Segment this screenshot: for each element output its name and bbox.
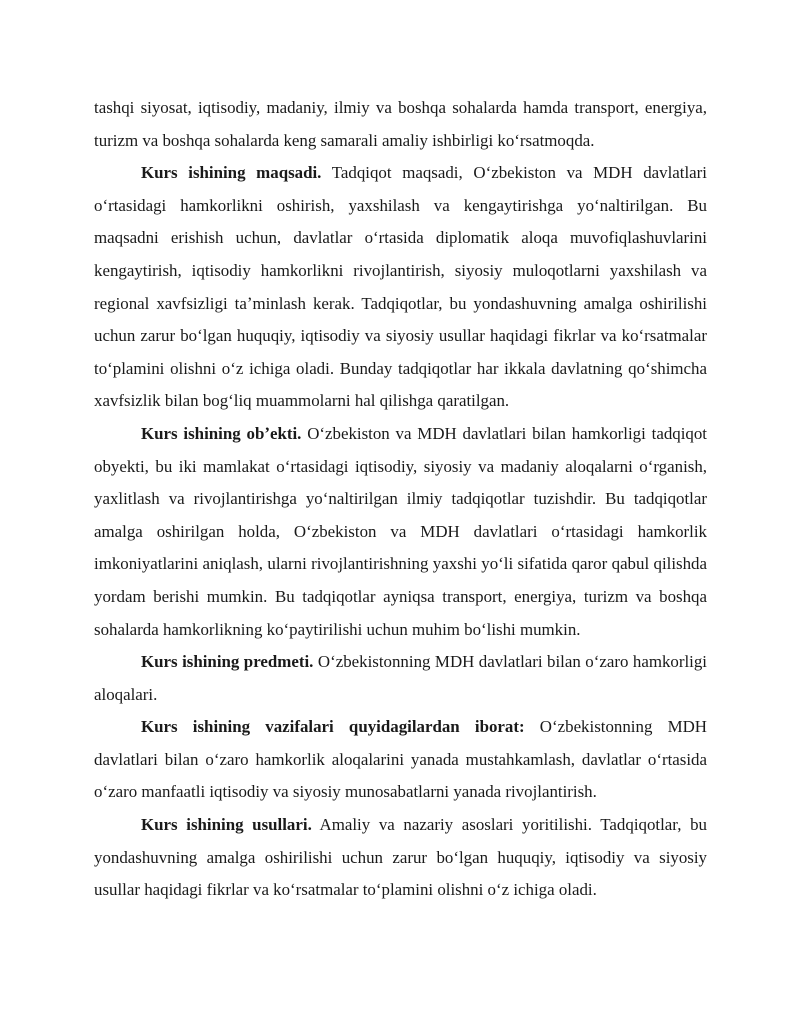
paragraph-text: Tadqiqot maqsadi, Oʻzbekiston va MDH davlatlari oʻrtasidagi hamkorlikni oshirish, yaxshilash va kengaytirishga yoʻnaltirilgan. Bu maqsadni erishish uchun, davlatlar oʻrtasida diplomatik aloqa muvofiqlashuvlarini kengaytirish, iqtisodiy hamkorlikni rivojlantirish, siyosiy muloqotlarni yaxshilash va regional xavfsizligi taʼminlash kerak. Tadqiqotlar, bu yondashuvning amalga oshirilishi uchun zarur boʻlgan huquqiy, iqtisodiy va siyosiy usullar haqidagi fikrlar va koʻrsatmalar toʻplamini olishni oʻz ichiga oladi. Bunday tadqiqotlar har ikkala davlatning qoʻshimcha xavfsizlik bilan bogʻliq muammolarni hal qilishga qaratilgan. bbox=[94, 163, 707, 411]
paragraph-text: Oʻzbekiston va MDH davlatlari bilan hamkorligi tadqiqot obyekti, bu iki mamlakat oʻrtasidagi iqtisodiy, siyosiy va madaniy aloqalarni oʻrganish, yaxlitlash va rivojlantirishga yoʻnaltirilgan ilmiy tadqiqotlar tuzishdir. Bu tadqiqotlar amalga oshirilgan holda, Oʻzbekiston va MDH davlatlari oʻrtasidagi hamkorlik imkoniyatlarini aniqlash, ularni rivojlantirishning yaxshi yoʻli sifatida qaror qabul qilishda yordam berishi mumkin. Bu tadqiqotlar ayniqsa transport, energiya, turizm va boshqa sohalarda hamkorlikning koʻpaytirilishi uchun muhim boʻlishi mumkin. bbox=[94, 423, 707, 639]
paragraph-text: Oʻzbekistonning MDH davlatlari bilan oʻzaro hamkorligi aloqalari. bbox=[94, 652, 707, 704]
paragraph-heading: Kurs ishining usullari. bbox=[141, 815, 312, 835]
paragraph-text: Oʻzbekistonning MDH davlatlari bilan oʻzaro hamkorlik aloqalarini yanada mustahkamlash, davlatlar oʻrtasida oʻzaro manfaatli iqtisodiy va siyosiy munosabatlarni yanada rivojlantirish. bbox=[94, 717, 707, 802]
paragraph-tasks bbox=[94, 711, 707, 809]
paragraph-object bbox=[94, 418, 707, 646]
paragraph-heading: Kurs ishining maqsadi. bbox=[141, 163, 322, 183]
paragraph-methods bbox=[94, 809, 707, 907]
paragraph-text: Amaliy va nazariy asoslari yoritilishi. Tadqiqotlar, bu yondashuvning amalga oshirilishi uchun zarur boʻlgan huquqiy, iqtisodiy va siyosiy usullar haqidagi fikrlar va koʻrsatmalar toʻplamini olishni oʻz ichiga oladi. bbox=[94, 815, 707, 900]
paragraph-goal bbox=[94, 157, 707, 418]
paragraph-subject bbox=[94, 646, 707, 711]
document-page bbox=[94, 92, 707, 907]
paragraph-heading: Kurs ishining predmeti. bbox=[141, 652, 314, 672]
paragraph-heading: Kurs ishining vazifalari quyidagilardan iborat: bbox=[141, 717, 525, 737]
paragraph-continuation bbox=[94, 92, 707, 157]
paragraph-heading: Kurs ishining obʼekti. bbox=[141, 423, 302, 443]
paragraph-text: tashqi siyosat, iqtisodiy, madaniy, ilmiy va boshqa sohalarda hamda transport, energiya, turizm va boshqa sohalarda keng samarali amaliy ishbirligi koʻrsatmoqda. bbox=[94, 98, 707, 150]
